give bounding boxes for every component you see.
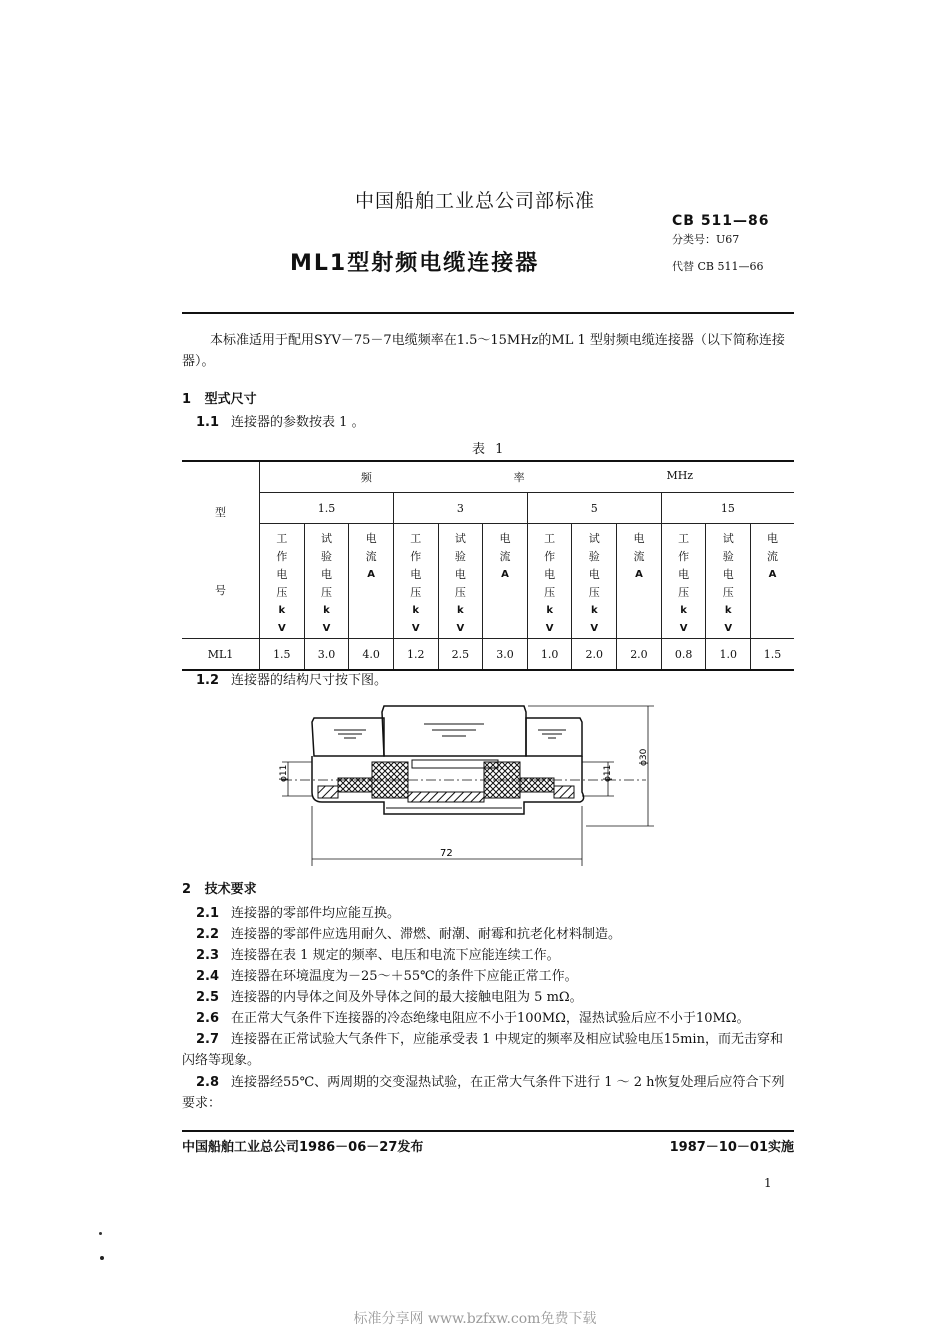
value-cell: 1.2 (393, 639, 438, 671)
col-test-voltage (438, 524, 483, 639)
freq-3: 3 (393, 493, 527, 524)
classification-number: 分类号：U67 (672, 233, 740, 246)
value-cell: 1.0 (706, 639, 751, 671)
label: 电流 (633, 532, 645, 563)
replaces-standard: 代替 CB 511—66 (672, 260, 764, 273)
dim-length: 72 (440, 848, 453, 859)
value-cell: 0.8 (661, 639, 706, 671)
model-cell: ML1 (182, 639, 260, 671)
clause-2-4 (196, 966, 794, 987)
footer-rule (182, 1130, 794, 1132)
value-cell: 1.0 (527, 639, 572, 671)
dim-d30: ϕ30 (639, 748, 649, 766)
freq-5: 5 (527, 493, 661, 524)
clause-text: 连接器的内导体之间及外导体之间的最大接触电阻为 5 mΩ。 (231, 990, 583, 1005)
value-cell: 3.0 (483, 639, 528, 671)
clause-1-2 (196, 670, 794, 691)
col-test-voltage (706, 524, 751, 639)
page-number: 1 (764, 1176, 772, 1190)
clause-text: 连接器的零部件应选用耐久、滞燃、耐潮、耐霉和抗老化材料制造。 (231, 927, 622, 942)
clause-number: 2.1 (196, 906, 220, 921)
section-number: 1 (182, 392, 192, 407)
clause-number: 1.1 (196, 415, 220, 430)
unit: A (635, 569, 643, 580)
section-1-heading (182, 388, 257, 407)
unit: A (768, 569, 777, 580)
section-title: 型式尺寸 (204, 392, 257, 407)
connector-drawing (262, 696, 662, 866)
unit: kV (277, 605, 286, 634)
unit: A (501, 569, 509, 580)
clause-2-8 (182, 1072, 794, 1114)
col-work-voltage (260, 524, 305, 639)
clause-number: 2.2 (196, 927, 220, 942)
clause-text: 连接器经55℃、两周期的交变湿热试验，在正常大气条件下进行 1 ～ 2 h恢复处理后应符合下列要求： (182, 1075, 785, 1111)
clause-text: 连接器在表 1 规定的频率、电压和电流下应能连续工作。 (231, 948, 560, 963)
unit: kV (545, 605, 554, 634)
clause-text: 连接器的结构尺寸按下图。 (231, 673, 388, 688)
value-cell: 3.0 (304, 639, 349, 671)
unit: kV (590, 605, 599, 634)
scan-speck (99, 1232, 102, 1235)
col-current (751, 524, 794, 639)
clause-2-7 (182, 1029, 794, 1071)
section-2-heading (182, 878, 257, 897)
unit: kV (322, 605, 331, 634)
parameter-table (182, 460, 794, 671)
label: 工作电压 (678, 532, 690, 599)
clause-number: 2.8 (196, 1075, 220, 1090)
freq-head-1: 频 (360, 471, 372, 484)
clause-number: 2.3 (196, 948, 220, 963)
model-header-cell (182, 461, 260, 639)
dim-d11-left: ϕ11 (279, 764, 289, 782)
clause-text: 在正常大气条件下连接器的冷态绝缘电阻应不小于100MΩ，湿热试验后应不小于10MΩ。 (231, 1011, 750, 1026)
value-cell: 2.0 (617, 639, 662, 671)
clause-number: 2.4 (196, 969, 220, 984)
clause-2-3 (196, 945, 794, 966)
freq-15: 15 (661, 493, 794, 524)
label: 试验电压 (588, 532, 600, 599)
col-work-voltage (527, 524, 572, 639)
label: 工作电压 (410, 532, 422, 599)
label: 电流 (767, 532, 779, 563)
clause-2-1 (196, 903, 794, 924)
unit: kV (679, 605, 688, 634)
clause-text: 连接器的零部件均应能互换。 (231, 906, 401, 921)
unit: kV (456, 605, 465, 634)
clause-number: 2.7 (196, 1032, 220, 1047)
col-work-voltage (661, 524, 706, 639)
unit: kV (724, 605, 733, 634)
clause-1-1 (196, 412, 794, 433)
clause-text: 连接器的参数按表 1 。 (231, 415, 365, 430)
clause-text: 连接器在环境温度为－25～＋55℃的条件下应能正常工作。 (231, 969, 578, 984)
watermark: 标准分享网 www.bzfxw.com免费下载 (353, 1311, 597, 1327)
label: 试验电压 (454, 532, 466, 599)
value-cell: 2.5 (438, 639, 483, 671)
label: 工作电压 (544, 532, 556, 599)
col-work-voltage (393, 524, 438, 639)
standard-number: CB 511—86 (672, 213, 770, 229)
clause-number: 2.6 (196, 1011, 220, 1026)
col-current (483, 524, 528, 639)
value-cell: 2.0 (572, 639, 617, 671)
table-caption: 表 1 (472, 442, 507, 457)
col-test-voltage (572, 524, 617, 639)
unit: A (367, 569, 375, 580)
clause-2-6 (196, 1008, 794, 1029)
document-title: ML1型射频电缆连接器 (290, 251, 540, 276)
effective-date: 1987－10－01实施 (669, 1140, 794, 1155)
value-cell: 1.5 (260, 639, 305, 671)
dim-d11-right: ϕ11 (603, 764, 613, 782)
value-cell: 1.5 (751, 639, 794, 671)
header-rule (182, 312, 794, 314)
model-label-top: 型 (215, 506, 226, 519)
label: 试验电压 (722, 532, 734, 599)
section-number: 2 (182, 882, 192, 897)
value-cell: 4.0 (349, 639, 394, 671)
clause-number: 2.5 (196, 990, 220, 1005)
model-label-bottom: 号 (215, 584, 226, 597)
clause-2-5 (196, 987, 794, 1008)
clause-2-2 (196, 924, 794, 945)
table-row (182, 639, 794, 671)
issue-date: 中国船舶工业总公司1986－06－27发布 (182, 1140, 424, 1155)
issuing-organization: 中国船舶工业总公司部标准 (354, 190, 595, 212)
freq-head-3: MHz (666, 469, 694, 482)
label: 电流 (499, 532, 511, 563)
col-current (617, 524, 662, 639)
label: 工作电压 (276, 532, 288, 599)
section-title: 技术要求 (204, 882, 257, 897)
clause-number: 1.2 (196, 673, 220, 688)
clause-text: 连接器在正常试验大气条件下，应能承受表 1 中规定的频率及相应试验电压15min，而无击穿和闪络等现象。 (182, 1032, 783, 1068)
scan-speck (100, 1256, 104, 1260)
unit: kV (411, 605, 420, 634)
label: 试验电压 (320, 532, 332, 599)
label: 电流 (365, 532, 377, 563)
col-current (349, 524, 394, 639)
col-test-voltage (304, 524, 349, 639)
frequency-header (260, 461, 795, 493)
freq-head-2: 率 (513, 471, 525, 484)
freq-1-5: 1.5 (260, 493, 394, 524)
intro-paragraph: 本标准适用于配用SYV－75－7电缆频率在1.5～15MHz的ML 1 型射频电缆连接器（以下简称连接器）。 (182, 333, 785, 369)
